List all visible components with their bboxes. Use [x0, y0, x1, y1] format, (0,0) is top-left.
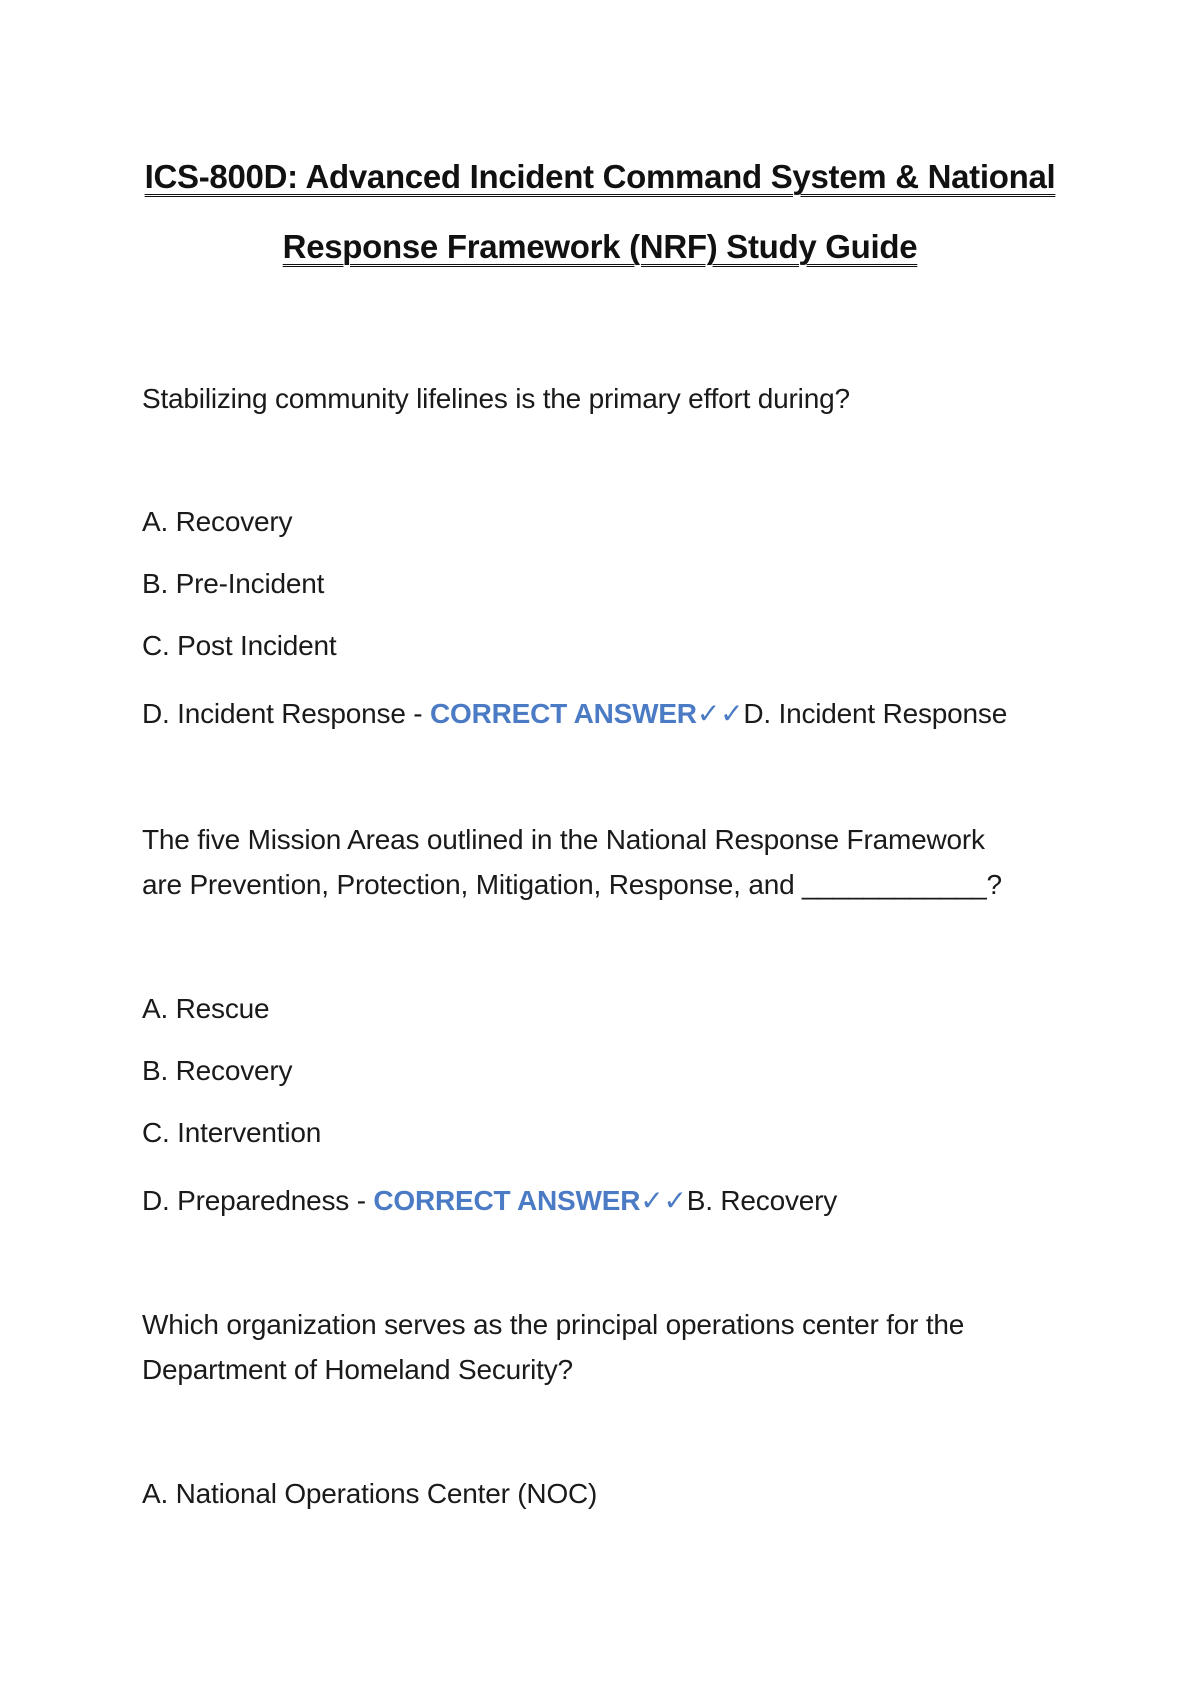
question-2-text-line-2: are Prevention, Protection, Mitigation, Response, and ____________?	[142, 869, 1002, 900]
question-1-answer: D. Incident Response	[743, 698, 1008, 729]
question-2-option-d	[142, 1184, 837, 1217]
question-1-option-c: C. Post Incident	[142, 630, 337, 661]
question-2-option-b: B. Recovery	[142, 1055, 293, 1086]
question-1-option-a: A. Recovery	[142, 506, 293, 537]
question-1-text: Stabilizing community lifelines is the primary effort during?	[142, 383, 850, 414]
question-2-text-line-1: The five Mission Areas outlined in the National Response Framework	[142, 824, 985, 855]
question-3-text-line-1: Which organization serves as the principal operations center for the	[142, 1309, 965, 1340]
question-1-option-b: B. Pre-Incident	[142, 568, 325, 599]
question-1-correct-answer-label: CORRECT ANSWER✓✓	[430, 698, 744, 729]
question-2-option-a: A. Rescue	[142, 993, 270, 1024]
question-3-option-a: A. National Operations Center (NOC)	[142, 1478, 598, 1509]
question-2-answer: B. Recovery	[686, 1185, 838, 1216]
question-2-option-c: C. Intervention	[142, 1117, 322, 1148]
page-title-line-2: Response Framework (NRF) Study Guide	[282, 228, 918, 265]
page-title-line-1: ICS-800D: Advanced Incident Command System & National	[144, 158, 1056, 195]
question-2-option-d-label: D. Preparedness -	[142, 1185, 374, 1216]
question-1-option-d-label: D. Incident Response -	[142, 698, 430, 729]
question-2-correct-answer-label: CORRECT ANSWER✓✓	[373, 1185, 687, 1216]
question-1-option-d	[142, 697, 1007, 730]
question-3-text-line-2: Department of Homeland Security?	[142, 1354, 573, 1385]
